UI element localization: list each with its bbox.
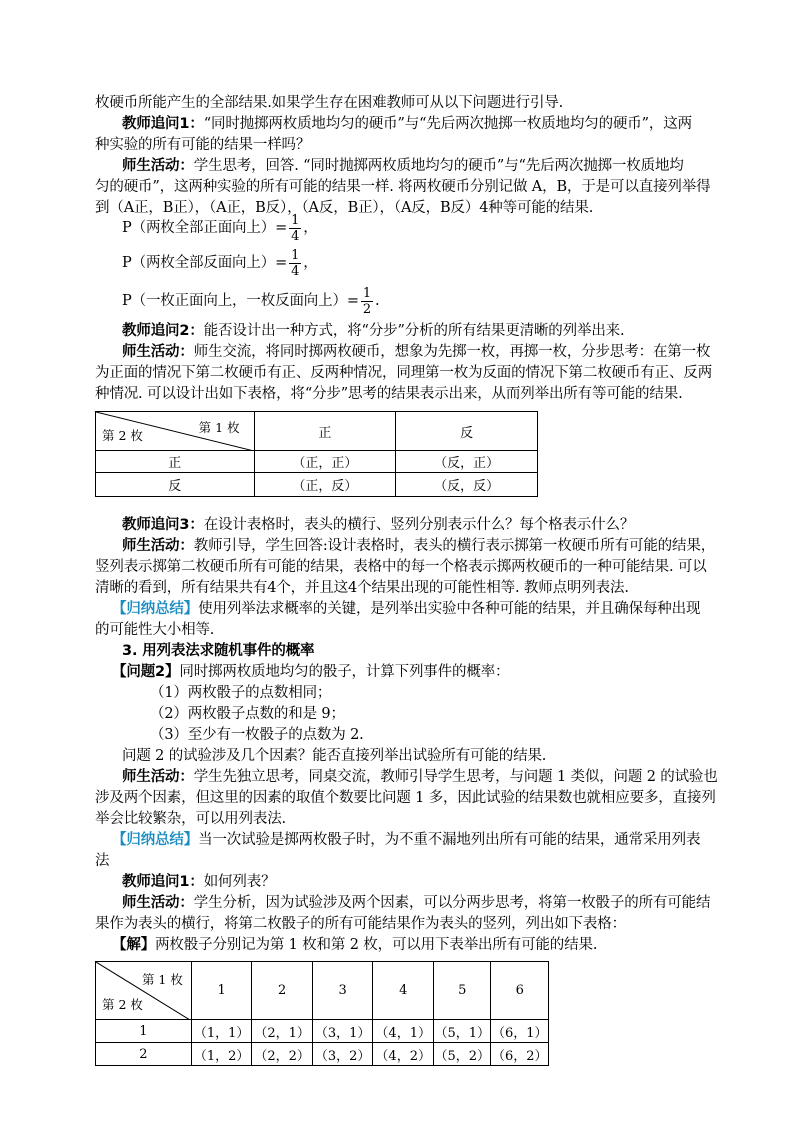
activity-4: [122, 767, 718, 788]
table-cell: （3，1）: [312, 1020, 373, 1043]
text: 使用列举法求概率的关键，是列举出实验中各种可能的结果，并且确保每种出现: [198, 601, 701, 617]
text-line: 的可能性大小相等.: [95, 622, 215, 638]
column-header: 3: [312, 962, 373, 1020]
text-line: 匀的硬币”，这两种实验的所有可能的结果一样. 将两枚硬币分别记做 A，B，于是可以直接列举得: [95, 179, 711, 195]
table-cell: （5，2）: [433, 1043, 491, 1066]
text: 师生交流，将同时掷两枚硬币，想象为先掷一枚，再掷一枚，分步思考：在第一枚: [193, 344, 711, 360]
corner-bottom-label: 第 2 枚: [102, 428, 143, 443]
corner-top-label: 第 1 枚: [141, 972, 183, 987]
table-corner: [96, 412, 255, 451]
table-row: [96, 1043, 549, 1066]
text: 能否设计出一种方式，将“分步”分析的所有结果更清晰的列举出来.: [203, 323, 625, 339]
prob-label: P（两枚全部反面向上）=: [122, 255, 288, 271]
table-cell: （4，2）: [373, 1043, 434, 1066]
corner-bottom-label: 第 2 枚: [102, 997, 143, 1012]
text-line: 清晰的看到，所有结果共有4个，并且这4个结果出现的可能性相等. 教师点明列表法.: [95, 580, 629, 596]
list-item: （2）两枚骰子点数的和是 9；: [150, 706, 345, 722]
label: 教师追问1：: [122, 116, 204, 132]
table-cell: （6，1）: [491, 1020, 549, 1043]
table-row: [96, 473, 538, 497]
column-header: 2: [252, 962, 313, 1020]
section-heading: 3. 用列表法求随机事件的概率: [122, 643, 315, 659]
row-header: 反: [96, 473, 255, 497]
table-cell: （5，1）: [433, 1020, 491, 1043]
probability-1: P（两枚全部正面向上）= $\frac{1}{4}$ ，: [122, 212, 318, 244]
list-item: （1）两枚骰子的点数相同；: [150, 685, 332, 701]
table-row: [96, 1020, 549, 1043]
text: 在设计表格时，表头的横行、竖列分别表示什么？每个格表示什么？: [203, 517, 635, 533]
table-cell: （3，2）: [312, 1043, 373, 1066]
column-header: 5: [433, 962, 491, 1020]
solution-tag: 【解】: [112, 937, 156, 953]
text-line: 枚硬币所能产生的全部结果.如果学生存在困难教师可从以下问题进行引导.: [95, 95, 564, 111]
solution: [112, 935, 597, 956]
table-cell: （2，1）: [252, 1020, 313, 1043]
column-header: 反: [396, 412, 538, 451]
text: 学生分析，因为试验涉及两个因素，可以分两步思考，将第一枚骰子的所有可能结: [193, 895, 711, 911]
text-line: 举会比较繁杂，可以用列表法.: [95, 811, 287, 827]
text-line: 果作为表头的横行，将第二枚骰子的所有可能结果作为表头的竖列，列出如下表格：: [95, 916, 626, 932]
teacher-question-1: [122, 114, 692, 135]
activity-5: [122, 893, 710, 914]
summary-tag: 【归纳总结】: [112, 832, 199, 848]
label: 师生活动：: [122, 769, 194, 785]
prob-label: P（一枚正面向上，一枚反面向上）=: [122, 293, 359, 309]
fraction: $\frac{1}{2}$: [362, 285, 371, 317]
table-row: [96, 451, 538, 473]
text: 两枚骰子分别记为第 1 枚和第 2 枚，可以用下表举出所有可能的结果.: [155, 937, 598, 953]
problem-tag: 【问题2】: [112, 664, 180, 680]
teacher-question-4: [122, 872, 275, 893]
table-cell: （4，1）: [373, 1020, 434, 1043]
probability-3: P（一枚正面向上，一枚反面向上）= $\frac{1}{2}$ .: [122, 285, 380, 317]
problem-2: [112, 662, 509, 683]
activity-2: [122, 342, 710, 363]
column-header: 4: [373, 962, 434, 1020]
summary-2: [112, 830, 700, 851]
coin-table: [95, 411, 538, 497]
text-line: 问题 2 的试验涉及几个因素？能否直接列举出试验所有可能的结果.: [122, 748, 547, 764]
teacher-question-2: [122, 321, 625, 342]
activity-1: [122, 156, 684, 177]
table-cell: （反，正）: [396, 451, 538, 473]
label: 师生活动：: [122, 344, 194, 360]
text-line: 种情况. 可以设计出如下表格，将“分步”思考的结果表示出来，从而列举出所有等可能的结果.: [95, 386, 683, 402]
dice-table: [95, 961, 549, 1066]
text: 学生思考，回答. “同时抛掷两枚质地均匀的硬币”与“先后两次抛掷一枚质地均: [193, 158, 684, 174]
text-line: 种实验的所有可能的结果一样吗？: [95, 137, 311, 153]
table-corner: [96, 962, 192, 1020]
row-header: 2: [96, 1043, 192, 1066]
activity-3: [122, 536, 715, 557]
probability-2: P（两枚全部反面向上）= $\frac{1}{4}$ ，: [122, 247, 318, 279]
row-header: 1: [96, 1020, 192, 1043]
prob-label: P（两枚全部正面向上）=: [122, 220, 288, 236]
text: 同时掷两枚质地均匀的骰子，计算下列事件的概率：: [179, 664, 510, 680]
text-line: 为正面的情况下第二枚硬币有正、反两种情况，同理第一枚为反面的情况下第二枚硬币有正、反两: [95, 365, 713, 381]
text-line: 到（A正，B正），（A正，B反），（A反，B正），（A反，B反）4种等可能的结果.: [95, 200, 594, 216]
column-header: 正: [254, 412, 396, 451]
label: 师生活动：: [122, 158, 194, 174]
table-cell: （1，1）: [191, 1020, 252, 1043]
label: 师生活动：: [122, 538, 194, 554]
label: 师生活动：: [122, 895, 194, 911]
row-header: 正: [96, 451, 255, 473]
table-cell: （1，2）: [191, 1043, 252, 1066]
text: 学生先独立思考，同桌交流，教师引导学生思考，与问题 1 类似，问题 2 的试验也: [193, 769, 718, 785]
text: 当一次试验是掷两枚骰子时，为不重不漏地列出所有可能的结果，通常采用列表: [198, 832, 701, 848]
text-line: 法: [95, 853, 110, 869]
table-cell: （反，反）: [396, 473, 538, 497]
text: 如何列表？: [203, 874, 276, 890]
text: 教师引导，学生回答:设计表格时，表头的横行表示掷第一枚硬币所有可能的结果，: [193, 538, 716, 554]
fraction: $\frac{1}{4}$: [291, 212, 300, 244]
column-header: 1: [191, 962, 252, 1020]
label: 教师追问3：: [122, 517, 204, 533]
teacher-question-3: [122, 515, 634, 536]
label: 教师追问2：: [122, 323, 204, 339]
table-cell: （正，反）: [254, 473, 396, 497]
text-line: 竖列表示掷第二枚硬币所有可能的结果，表格中的每一个格表示掷两枚硬币的一种可能结果. 可以: [95, 559, 707, 575]
corner-top-label: 第 1 枚: [198, 420, 240, 435]
text-line: 涉及两个因素，但这里的因素的取值个数要比问题 1 多，因此试验的结果数也就相应要多，直接列: [95, 790, 716, 806]
list-item: （3）至少有一枚骰子的点数为 2.: [150, 727, 364, 743]
table-cell: （正，正）: [254, 451, 396, 473]
text: “同时抛掷两枚质地均匀的硬币”与“先后两次抛掷一枚质地均匀的硬币”，这两: [203, 116, 692, 132]
table-cell: （6，2）: [491, 1043, 549, 1066]
label: 教师追问1：: [122, 874, 204, 890]
column-header: 6: [491, 962, 549, 1020]
table-cell: （2，2）: [252, 1043, 313, 1066]
fraction: $\frac{1}{4}$: [291, 247, 300, 279]
summary-1: [112, 599, 700, 620]
summary-tag: 【归纳总结】: [112, 601, 199, 617]
